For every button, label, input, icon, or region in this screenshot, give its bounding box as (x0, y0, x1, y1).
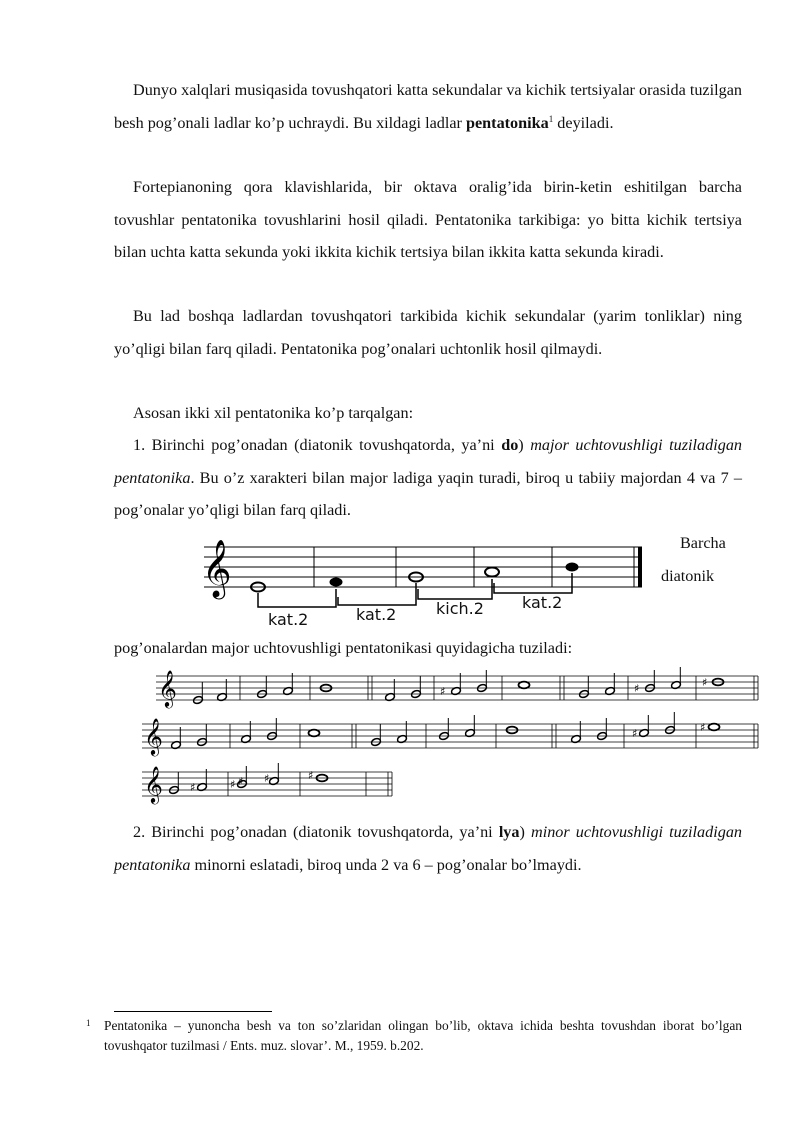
svg-text:♯: ♯ (190, 781, 196, 794)
minor-post: minorni eslatadi, biroq unda 2 va 6 – pog’onalar bo’lmaydi. (190, 855, 582, 874)
svg-text:♯: ♯ (264, 772, 270, 785)
side-word-barcha: Barcha (680, 534, 726, 552)
pentatonic-scale-figure (196, 527, 652, 631)
paragraph-two-types: Asosan ikki xil pentatonika ko’p tarqalgan: (133, 404, 414, 422)
svg-text:♯: ♯ (700, 721, 706, 734)
major-pre: 1. Birinchi pog’onadan (diatonik tovushqatorda, ya’ni (133, 436, 502, 454)
minor-term: minor uchtovushligi tuziladigan pentatonika (114, 823, 743, 874)
svg-text:♯: ♯ (230, 778, 236, 791)
interval-label-1: kat.2 (268, 610, 309, 629)
treble-clef-icon: 𝄞 (144, 765, 163, 803)
pentatonic-scales-notation (140, 662, 764, 810)
svg-text:♯: ♯ (632, 727, 638, 740)
footnote-reference: 1 (548, 113, 554, 124)
svg-text:♯: ♯ (634, 682, 640, 695)
term-pentatonika: pentatonika (465, 113, 549, 132)
interval-label-3: kich.2 (436, 599, 484, 618)
paragraph-intro-tail: deyiladi. (553, 113, 614, 132)
interval-label-2: kat.2 (356, 605, 397, 624)
footnote-text: Pentatonika – yunoncha besh va ton so’zlaridan olingan bo’lib, oktava ichida beshta tovushdan iborat bo’lgan tovushqator tuzilmasi / Ents. muz. slovar’. M., 1959. b.202. (104, 1018, 742, 1053)
major-post: . Bu o’z xarakteri bilan major ladiga yaqin turadi, biroq u tabiiy majordan 4 va 7 – pog’onalar yo’qligi bilan farq qiladi. (114, 468, 742, 519)
paragraph-construction: pog’onalardan major uchtovushligi pentatonikasi quyidagicha tuziladi: (114, 639, 573, 657)
major-mid: ) (518, 436, 531, 454)
scale-staff-svg (196, 527, 652, 631)
paragraph-intro-text: Dunyo xalqlari musiqasida tovushqatori katta sekundalar va kichik tertsiyalar orasida tuzilgan besh pog’onali ladlar ko’p uchraydi. Bu xildagi ladlar (114, 81, 742, 132)
footnote (86, 1016, 742, 1056)
scales-svg (140, 662, 764, 810)
footnote-mark: 1 (86, 1018, 91, 1028)
svg-text:♯: ♯ (702, 676, 708, 689)
paragraph-intro (114, 74, 742, 139)
treble-clef-icon: 𝄞 (158, 669, 177, 707)
major-tonic: do (501, 436, 519, 454)
major-term: major uchtovushligi tuziladigan pentatonika (114, 436, 743, 487)
interval-label-4: kat.2 (522, 593, 563, 612)
paragraph-minor-pentatonic (114, 816, 742, 881)
svg-text:♯: ♯ (238, 775, 244, 788)
treble-clef-icon: 𝄞 (144, 717, 163, 755)
svg-text:♯: ♯ (308, 769, 314, 782)
minor-mid: ) (519, 823, 532, 841)
paragraph-black-keys: Fortepianoning qora klavishlarida, bir oktava oralig’ida birin-ketin eshitilgan barcha tovushlar pentatonika tovushlarini hosil qiladi. Pentatonika tarkibiga: yo bitta kichik tertsiya bilan uchta katta sekunda yoki ikkita kichik tertsiya bilan ikkita katta sekunda kiradi. (114, 178, 742, 261)
minor-pre: 2. Birinchi pog’onadan (diatonik tovushqatorda, ya’ni (133, 823, 499, 841)
side-word-diatonik: diatonik (661, 567, 715, 585)
paragraph-semitones: Bu lad boshqa ladlardan tovushqatori tarkibida kichik sekundalar (yarim tonliklar) ning yo’qligi bilan farq qiladi. Pentatonika pog’onalari uchtonlik hosil qilmaydi. (114, 307, 742, 358)
footnote-divider (114, 1011, 272, 1012)
paragraph-major-pentatonic (114, 429, 742, 527)
minor-tonic: lya (498, 823, 520, 841)
treble-clef-icon: 𝄞 (202, 539, 232, 597)
svg-text:♯: ♯ (440, 685, 446, 698)
